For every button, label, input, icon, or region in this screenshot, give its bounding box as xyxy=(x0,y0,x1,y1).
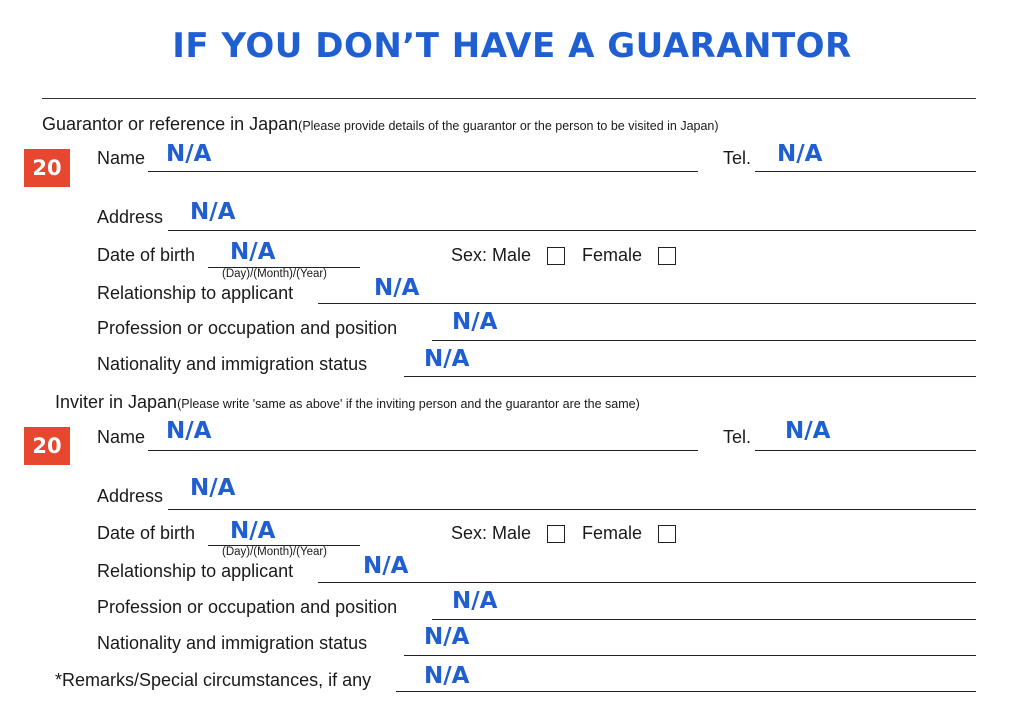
dob-label: Date of birth xyxy=(97,523,196,543)
name-field[interactable] xyxy=(148,171,698,172)
dob-value[interactable]: N/A xyxy=(230,518,276,544)
remarks-label: *Remarks/Special circumstances, if any xyxy=(55,670,372,690)
name-value[interactable]: N/A xyxy=(166,141,212,167)
dob-value[interactable]: N/A xyxy=(230,239,276,265)
tel-field[interactable] xyxy=(755,450,976,451)
title-divider xyxy=(42,98,976,99)
address-field[interactable] xyxy=(168,509,976,510)
sex-female-checkbox[interactable] xyxy=(658,525,676,543)
profession-field[interactable] xyxy=(432,619,976,620)
profession-value[interactable]: N/A xyxy=(452,588,498,614)
name-label: Name xyxy=(97,148,146,168)
item-number-badge: 20 xyxy=(24,149,70,187)
profession-value[interactable]: N/A xyxy=(452,309,498,335)
address-value[interactable]: N/A xyxy=(190,199,236,225)
profession-label: Profession or occupation and position xyxy=(97,318,398,338)
tel-label: Tel. xyxy=(723,427,752,447)
relationship-label: Relationship to applicant xyxy=(97,561,294,581)
sex-female-checkbox[interactable] xyxy=(658,247,676,265)
address-label: Address xyxy=(97,207,164,227)
guarantor-section-header xyxy=(42,114,719,135)
page-title: IF YOU DON’T HAVE A GUARANTOR xyxy=(172,26,852,66)
address-label: Address xyxy=(97,486,164,506)
item-number-badge: 20 xyxy=(24,427,70,465)
relationship-field[interactable] xyxy=(318,582,976,583)
remarks-value[interactable]: N/A xyxy=(424,663,470,689)
profession-field[interactable] xyxy=(432,340,976,341)
name-field[interactable] xyxy=(148,450,698,451)
sex-female-label: Female xyxy=(582,245,643,265)
dob-format-hint: (Day)/(Month)/(Year) xyxy=(222,546,328,558)
name-label: Name xyxy=(97,427,146,447)
nationality-label: Nationality and immigration status xyxy=(97,633,368,653)
tel-value[interactable]: N/A xyxy=(777,141,823,167)
nationality-label: Nationality and immigration status xyxy=(97,354,368,374)
nationality-value[interactable]: N/A xyxy=(424,624,470,650)
name-value[interactable]: N/A xyxy=(166,418,212,444)
tel-value[interactable]: N/A xyxy=(785,418,831,444)
tel-field[interactable] xyxy=(755,171,976,172)
address-value[interactable]: N/A xyxy=(190,475,236,501)
sex-female-label: Female xyxy=(582,523,643,543)
sex-male-checkbox[interactable] xyxy=(547,525,565,543)
inviter-section-header xyxy=(55,392,640,413)
address-field[interactable] xyxy=(168,230,976,231)
nationality-field[interactable] xyxy=(404,655,976,656)
relationship-value[interactable]: N/A xyxy=(374,275,420,301)
inviter-header-note: (Please write 'same as above' if the inviting person and the guarantor are the same) xyxy=(177,397,640,411)
guarantor-header-text: Guarantor or reference in Japan xyxy=(42,114,299,134)
sex-male-label: Sex: Male xyxy=(451,245,532,265)
dob-label: Date of birth xyxy=(97,245,196,265)
relationship-value[interactable]: N/A xyxy=(363,553,409,579)
inviter-header-text: Inviter in Japan xyxy=(55,392,178,412)
sex-male-checkbox[interactable] xyxy=(547,247,565,265)
nationality-value[interactable]: N/A xyxy=(424,346,470,372)
remarks-field[interactable] xyxy=(396,691,976,692)
relationship-label: Relationship to applicant xyxy=(97,283,294,303)
relationship-field[interactable] xyxy=(318,303,976,304)
sex-male-label: Sex: Male xyxy=(451,523,532,543)
guarantor-header-note: (Please provide details of the guarantor or the person to be visited in Japan) xyxy=(298,119,719,133)
profession-label: Profession or occupation and position xyxy=(97,597,398,617)
tel-label: Tel. xyxy=(723,148,752,168)
nationality-field[interactable] xyxy=(404,376,976,377)
dob-format-hint: (Day)/(Month)/(Year) xyxy=(222,268,328,280)
